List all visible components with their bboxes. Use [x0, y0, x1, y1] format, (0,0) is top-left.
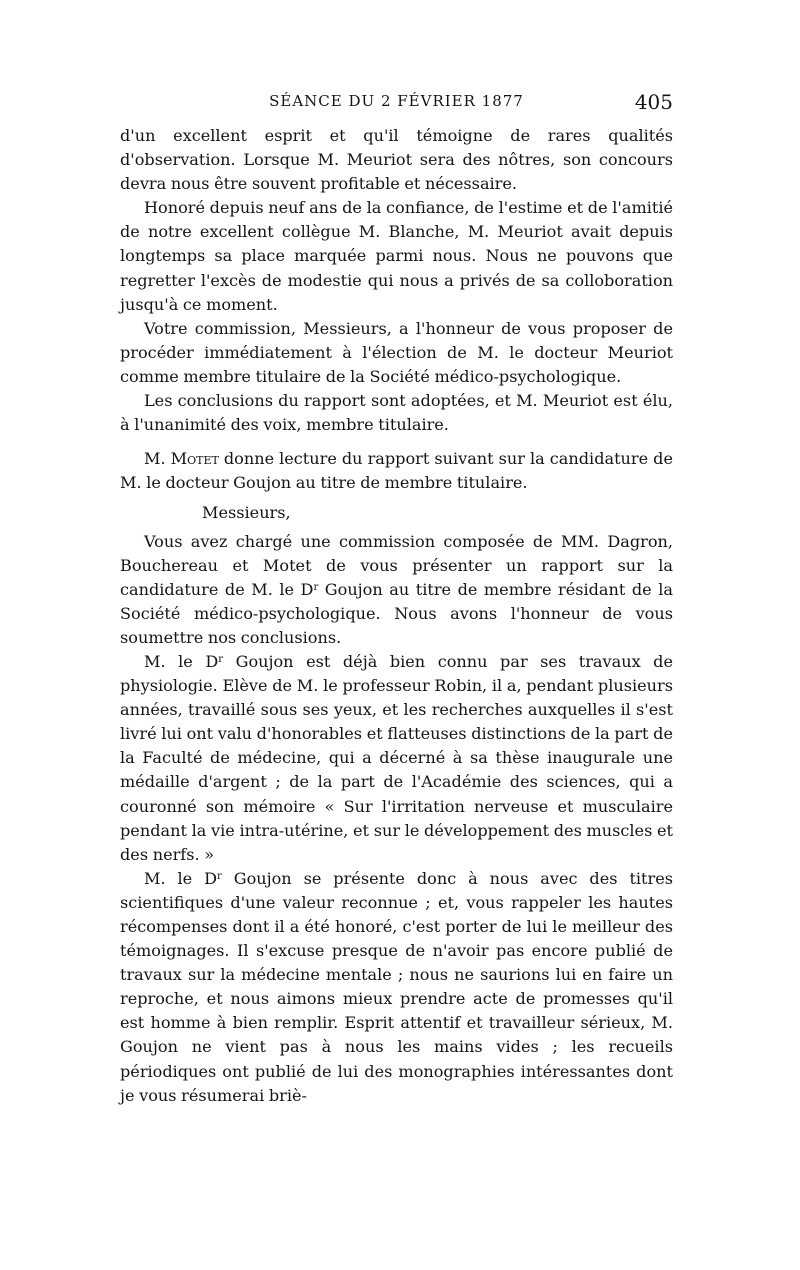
- motet-prefix: M.: [144, 449, 171, 469]
- paragraph-goujon-physiology: [120, 650, 673, 867]
- paragraph-conclusions-adopted: Les conclusions du rapport sont adoptées, et M. Meuriot est élu, à l'unanimité des voix, membre titulaire.: [120, 391, 673, 435]
- superscript: r: [313, 581, 319, 593]
- text-segment: Goujon au titre de membre résidant de la Société médico-psychologique. Nous avons l'honneur de vous soumettre nos conclusions.: [120, 579, 673, 647]
- motet-name: Motet: [170, 449, 219, 469]
- superscript: r: [217, 870, 222, 882]
- paragraph-goujon-titles: [120, 867, 673, 1108]
- text-segment: M. le D: [144, 651, 219, 671]
- superscript: r: [218, 653, 224, 665]
- motet-rest: donne lecture du rapport suivant sur la candidature de M. le docteur Goujon au titre de membre titulaire.: [120, 449, 673, 493]
- running-head: [120, 90, 673, 124]
- paragraph-commission-goujon: [120, 530, 673, 650]
- text-segment: Goujon est déjà bien connu par ses travaux de physiologie. Elève de M. le professeur Robin, il a, pendant plusieurs années, travaillé sous ses yeux, et les recherches auxquelles il s'est livré lui ont valu d'honorables et flatteuses distinctions de la part de la Faculté de médecine, qui a décerné à sa thèse inaugurale une médaille d'argent ; de la part de l'Académie des sciences, qui a couronné son mémoire « Sur l'irritation nerveuse et musculaire pendant la vie intra-utérine, et sur le développement des muscles et des nerfs. »: [120, 651, 674, 864]
- paragraph-meuriot-confidence: Honoré depuis neuf ans de la confiance, de l'estime et de l'amitié de notre excellent collègue M. Blanche, M. Meuriot avait depuis longtemps sa place marquée parmi nous. Nous ne pouvons que regretter l'excès de modestie qui nous a privés de sa colloboration jusqu'à ce moment.: [120, 198, 673, 314]
- text-segment: Vous avez chargé une commission composée de MM. Dagron, Bouchereau et Motet de vous présenter un rapport sur la candidature de M. le D: [120, 531, 673, 599]
- book-page: [120, 90, 673, 1108]
- running-title: SÉANCE DU 2 FÉVRIER 1877: [269, 92, 524, 110]
- body-text: [120, 124, 673, 1108]
- paragraph-motet-report: [120, 447, 673, 495]
- paragraph-commission-proposal: Votre commission, Messieurs, a l'honneur de vous proposer de procéder immédiatement à l'élection de M. le docteur Meuriot comme membre titulaire de la Société médico-psychologique.: [120, 318, 673, 386]
- paragraph-meuriot-qualities: d'un excellent esprit et qu'il témoigne de rares qualités d'observation. Lorsque M. Meuriot sera des nôtres, son concours devra nous être souvent profitable et nécessaire.: [120, 126, 673, 194]
- page-number: 405: [634, 90, 673, 114]
- salutation: Messieurs,: [202, 503, 291, 523]
- text-segment: M. le D: [144, 868, 218, 888]
- text-segment: Goujon se présente donc à nous avec des titres scientifiques d'une valeur reconnue ; et, vous rappeler les hautes récompenses dont il a été honoré, c'est porter de lui le meilleur des témoignages. Il s'excuse presque de n'avoir pas encore publié de travaux sur la médecine mentale ; nous ne saurions lui en faire un reproche, et nous aimons mieux prendre acte de promesses qu'il est homme à bien remplir. Esprit attentif et travailleur sérieux, M. Goujon ne vient pas à nous les mains vides ; les recueils périodiques ont publié de lui des monographies intéressantes dont je vous résumerai briè-: [120, 868, 673, 1105]
